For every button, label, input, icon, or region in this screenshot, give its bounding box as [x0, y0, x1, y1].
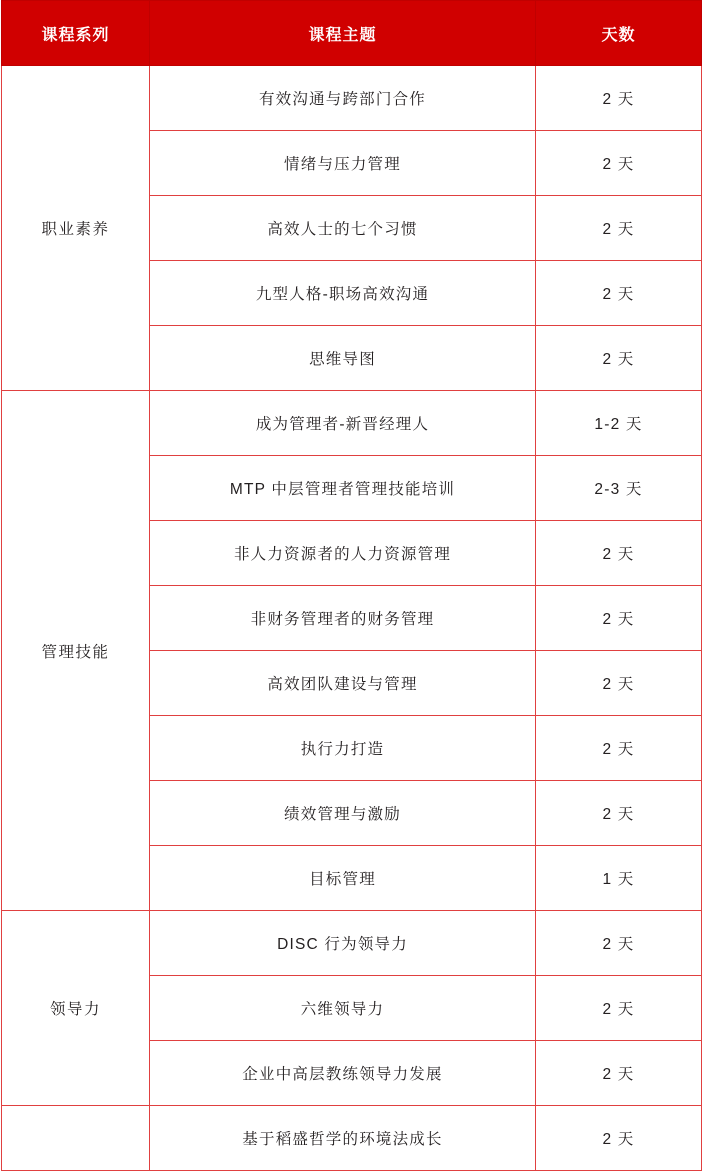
table-row — [2, 911, 702, 976]
column-header-topic: 课程主题 — [150, 1, 536, 66]
table-row — [2, 66, 702, 131]
series-cell: 职业素养 — [2, 66, 150, 391]
topic-cell: 目标管理 — [150, 846, 536, 911]
topic-cell: 非人力资源者的人力资源管理 — [150, 521, 536, 586]
column-header-days: 天数 — [536, 1, 702, 66]
topic-cell: 绩效管理与激励 — [150, 781, 536, 846]
days-cell: 2 天 — [536, 651, 702, 716]
series-cell: 领导力 — [2, 911, 150, 1106]
days-cell: 1-2 天 — [536, 391, 702, 456]
topic-cell: 六维领导力 — [150, 976, 536, 1041]
topic-cell: 有效沟通与跨部门合作 — [150, 66, 536, 131]
days-cell: 2 天 — [536, 586, 702, 651]
topic-cell: 成为管理者-新晋经理人 — [150, 391, 536, 456]
topic-cell: 基于稻盛哲学的环境法成长 — [150, 1106, 536, 1171]
days-cell: 2 天 — [536, 716, 702, 781]
topic-cell: 情绪与压力管理 — [150, 131, 536, 196]
topic-cell: 执行力打造 — [150, 716, 536, 781]
topic-cell: 非财务管理者的财务管理 — [150, 586, 536, 651]
column-header-series: 课程系列 — [2, 1, 150, 66]
topic-cell: MTP 中层管理者管理技能培训 — [150, 456, 536, 521]
days-cell: 2 天 — [536, 911, 702, 976]
topic-cell: 高效团队建设与管理 — [150, 651, 536, 716]
days-cell: 2 天 — [536, 66, 702, 131]
series-cell: 管理技能 — [2, 391, 150, 911]
topic-cell: 思维导图 — [150, 326, 536, 391]
days-cell: 2 天 — [536, 521, 702, 586]
days-cell: 1 天 — [536, 846, 702, 911]
topic-cell: DISC 行为领导力 — [150, 911, 536, 976]
days-cell: 2 天 — [536, 976, 702, 1041]
table-row — [2, 391, 702, 456]
topic-cell: 企业中高层教练领导力发展 — [150, 1041, 536, 1106]
days-cell: 2 天 — [536, 1041, 702, 1106]
days-cell: 2 天 — [536, 1106, 702, 1171]
header-row — [2, 1, 702, 66]
days-cell: 2 天 — [536, 131, 702, 196]
days-cell: 2 天 — [536, 781, 702, 846]
series-cell — [2, 1106, 150, 1171]
topic-cell: 九型人格-职场高效沟通 — [150, 261, 536, 326]
course-table — [1, 0, 702, 1171]
table-row — [2, 1106, 702, 1171]
table-header — [2, 1, 702, 66]
days-cell: 2 天 — [536, 326, 702, 391]
table-body — [2, 66, 702, 1171]
days-cell: 2 天 — [536, 196, 702, 261]
days-cell: 2-3 天 — [536, 456, 702, 521]
topic-cell: 高效人士的七个习惯 — [150, 196, 536, 261]
days-cell: 2 天 — [536, 261, 702, 326]
